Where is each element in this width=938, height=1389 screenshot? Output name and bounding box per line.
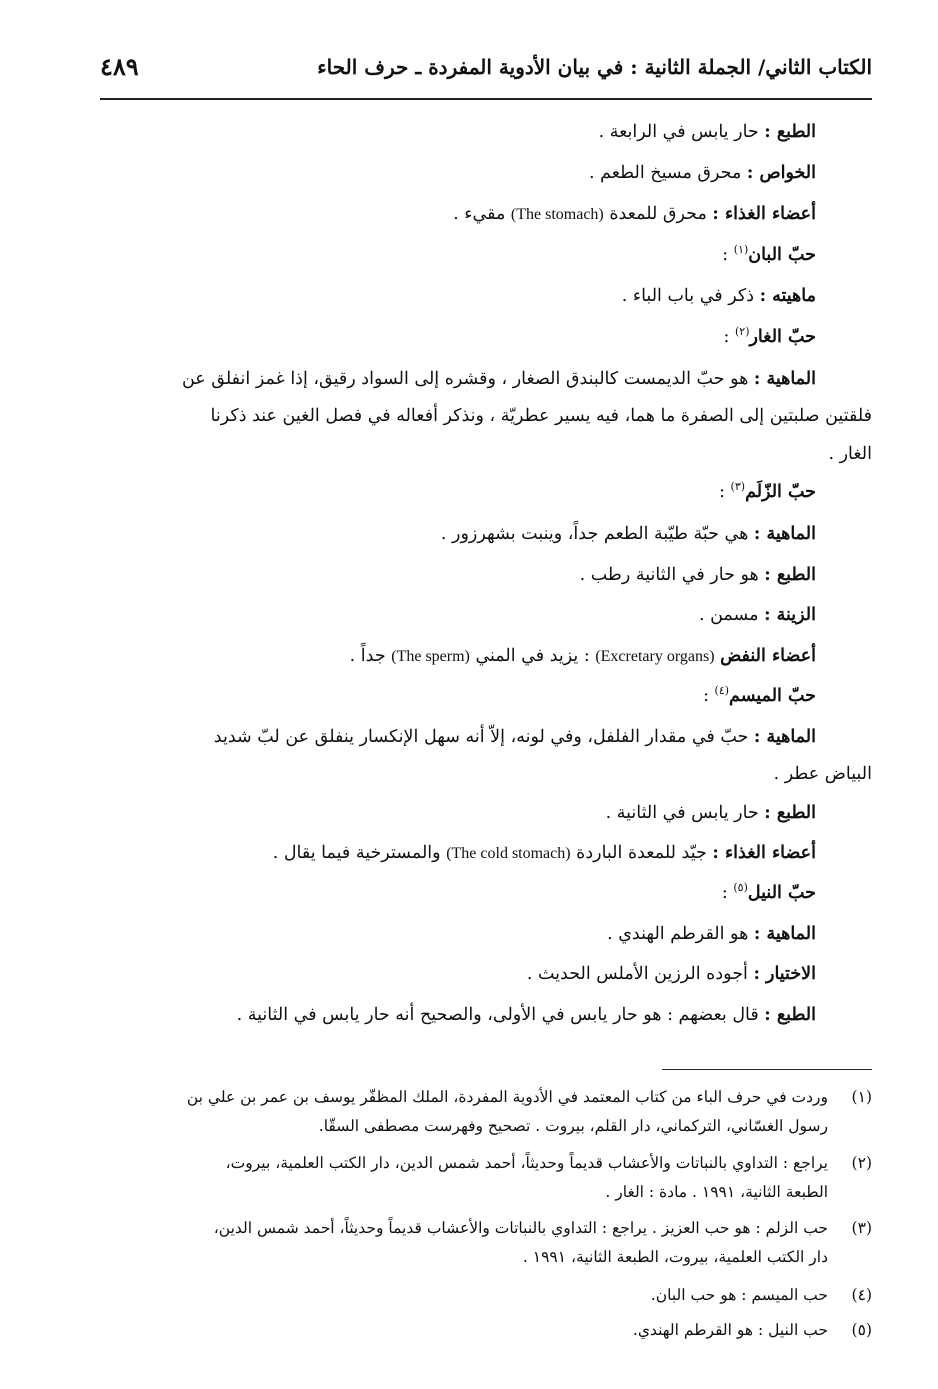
footnote-ref: (٤) xyxy=(714,684,730,698)
entry-line xyxy=(699,601,816,629)
entry-continuation: فلقتين صلبتين إلى الصفرة ما هما، فيه يسير عطريّة ، ونذكر أفعاله في فصل الغين عند ذكرنا xyxy=(210,406,872,426)
footnote-divider xyxy=(662,1069,872,1070)
entry-heading xyxy=(719,478,816,506)
entry-label: الطبع : xyxy=(764,1005,816,1025)
english-gloss: (Excretary organs) xyxy=(595,648,715,665)
entry-text: جيّد للمعدة الباردة xyxy=(570,843,713,863)
entry-continuation: البياض عطر . xyxy=(773,764,872,784)
entry-text: محرق للمعدة xyxy=(603,204,713,224)
entry-text: هو القرطم الهندي . xyxy=(607,924,754,944)
footnote-ref: (٢) xyxy=(734,325,750,339)
entry-text: مسمن . xyxy=(698,605,765,625)
footnote xyxy=(100,1149,872,1207)
footnote xyxy=(100,1214,872,1272)
entry-label: الماهية : xyxy=(753,727,816,747)
entry-heading xyxy=(722,241,816,269)
footnote-text: الطبعة الثانية، ١٩٩١ . مادة : الغار . xyxy=(605,1183,828,1201)
entry-line xyxy=(100,723,816,751)
entry-heading xyxy=(722,879,816,907)
entry-heading-colon: : xyxy=(719,482,731,502)
entry-label: الاختيار : xyxy=(753,964,816,984)
footnote-number: (١) xyxy=(851,1088,872,1106)
entry-line xyxy=(441,520,816,548)
entry-line xyxy=(589,159,816,187)
footnote-text: رسول الغسّاني، التركماني، دار القلم، بيروت . تصحيح وفهرست مصطفى السقّا. xyxy=(318,1117,828,1135)
entry-line xyxy=(237,1001,816,1029)
entry-line xyxy=(527,960,816,988)
entry-heading-title: حبّ الغار xyxy=(749,327,816,347)
entry-heading xyxy=(724,323,817,351)
entry-label: الماهية : xyxy=(753,924,816,944)
entry-heading-colon: : xyxy=(723,327,735,347)
footnote-ref: (٥) xyxy=(733,881,748,895)
footnote-text: حب الزلم : هو حب العزيز . يراجع : التداوي بالنباتات والأعشاب قديماً وحديثاً، أحمد شمس الدين، xyxy=(213,1219,828,1237)
entry-heading-title: حبّ البان xyxy=(748,245,816,265)
entry-heading-colon: : xyxy=(703,686,715,706)
entry-continuation: الغار . xyxy=(828,444,872,464)
footnote xyxy=(100,1316,872,1345)
footnote-text: وردت في حرف الباء من كتاب المعتمد في الأدوية المفردة، الملك المظفّر يوسف بن عمر بن علي بن xyxy=(186,1088,828,1106)
footnote-number: (٢) xyxy=(851,1154,872,1172)
entry-heading-title: حبّ النيل xyxy=(747,883,816,903)
entry-label: أعضاء النفض xyxy=(720,646,816,666)
page-number: ٤٨٩ xyxy=(100,52,139,81)
entry-text: ذكر في باب الباء . xyxy=(621,286,760,306)
footnote-number: (٥) xyxy=(851,1321,872,1339)
footnote-number: (٣) xyxy=(851,1219,872,1237)
entry-line xyxy=(622,282,816,310)
running-title: الكتاب الثاني/ الجملة الثانية : في بيان الأدوية المفردة ـ حرف الحاء xyxy=(317,55,872,79)
entry-text: جداً . xyxy=(349,646,392,666)
entry-label: الماهية : xyxy=(753,524,816,544)
footnote-ref: (٣) xyxy=(730,480,746,494)
footnote xyxy=(100,1281,872,1310)
entry-line xyxy=(350,642,816,671)
entry-label: الزينة : xyxy=(764,605,816,625)
entry-heading-title: حبّ الميسم xyxy=(729,686,816,706)
footnote-ref: (١) xyxy=(733,243,749,257)
entry-text: حبّ في مقدار الفلفل، وفي لونه، إلاّ أنه سهل الإنكسار ينفلق عن لبّ شديد xyxy=(213,727,754,747)
entry-label: الخواص : xyxy=(746,163,816,183)
entry-line xyxy=(607,920,816,948)
entry-label: الطبع : xyxy=(764,122,816,142)
english-gloss: (The sperm) xyxy=(391,648,470,665)
entry-line xyxy=(100,365,816,393)
entry-label: أعضاء الغذاء : xyxy=(712,843,816,863)
footnote-text: حب النيل : هو القرطم الهندي. xyxy=(632,1321,828,1339)
entry-text: هو حبّ الديمست كالبندق الصغار ، وقشره إلى السواد رقيق، إذا غمز انفلق عن xyxy=(181,369,754,389)
entry-label: الماهية : xyxy=(753,369,816,389)
entry-line xyxy=(273,839,816,868)
entry-line xyxy=(580,561,816,589)
entry-text: محرق مسيخ الطعم . xyxy=(588,163,747,183)
entry-text: قال بعضهم : هو حار يابس في الأولى، والصحيح أنه حار يابس في الثانية . xyxy=(236,1005,765,1025)
footnote-number: (٤) xyxy=(851,1286,872,1304)
footnote-text: دار الكتب العلمية، بيروت، الطبعة الثانية، ١٩٩١ . xyxy=(522,1248,828,1266)
entry-heading xyxy=(703,682,816,710)
entry-text: : يزيد في المني xyxy=(469,646,596,666)
footnote-text: يراجع : التداوي بالنباتات والأعشاب قديماً وحديثاً، أحمد شمس الدين، دار الكتب العلمية، بيروت، xyxy=(225,1154,828,1172)
entry-line xyxy=(606,799,816,827)
entry-text: هي حبّة طيّبة الطعم جداً، وينبت بشهرزور . xyxy=(440,524,754,544)
entry-text: حار يابس في الثانية . xyxy=(605,803,765,823)
entry-heading-title: حبّ الزّلَم xyxy=(745,482,816,502)
entry-text: حار يابس في الرابعة . xyxy=(598,122,765,142)
entry-text: أجوده الرزين الأملس الحديث . xyxy=(526,964,754,984)
footnote-text: حب الميسم : هو حب البان. xyxy=(650,1286,828,1304)
entry-text: مقيء . xyxy=(453,204,511,224)
entry-label: الطبع : xyxy=(764,565,816,585)
entry-text: والمسترخية فيما يقال . xyxy=(272,843,447,863)
entry-label: ماهيته : xyxy=(759,286,816,306)
entry-label: أعضاء الغذاء : xyxy=(712,204,816,224)
entry-label: الطبع : xyxy=(764,803,816,823)
entry-line xyxy=(599,118,816,146)
english-gloss: (The cold stomach) xyxy=(446,845,571,862)
entry-text: هو حار في الثانية رطب . xyxy=(579,565,765,585)
page-header xyxy=(100,52,872,100)
english-gloss: (The stomach) xyxy=(510,206,604,223)
entry-heading-colon: : xyxy=(721,883,734,903)
entry-heading-colon: : xyxy=(722,245,734,265)
footnote xyxy=(100,1083,872,1141)
entry-line xyxy=(453,200,816,229)
